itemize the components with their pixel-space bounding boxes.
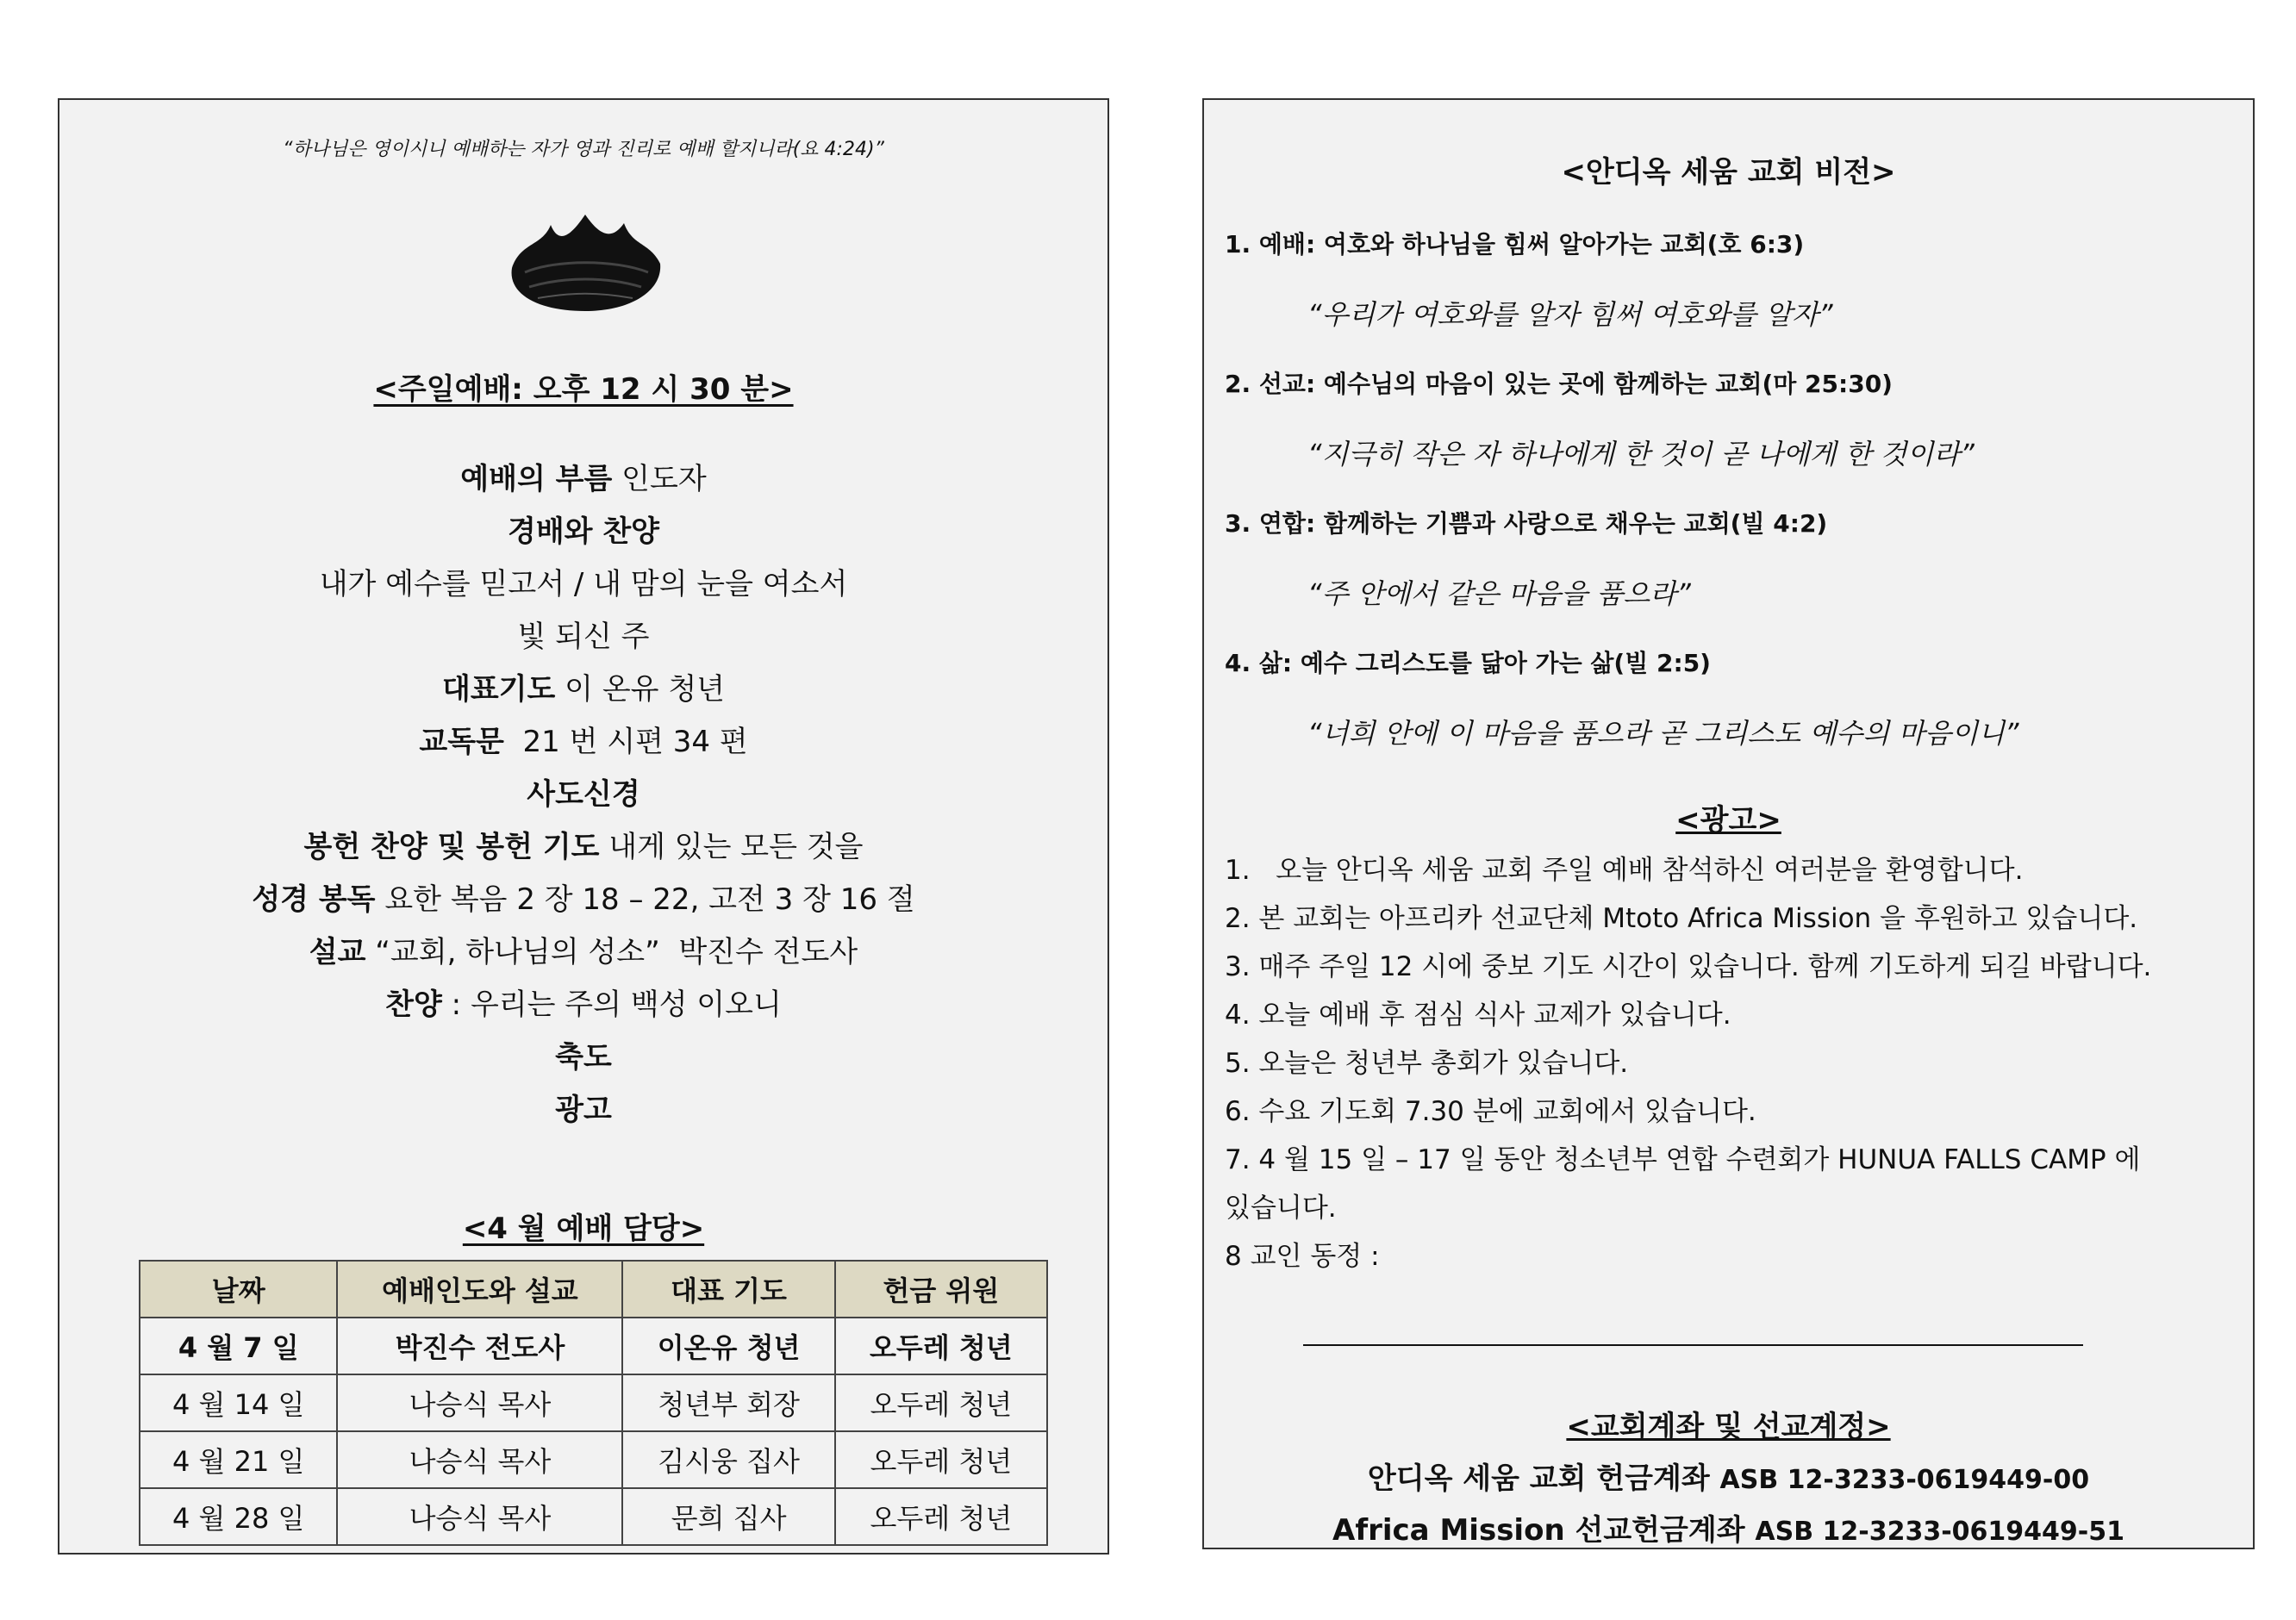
order-of-service	[59, 453, 1107, 1137]
order-item-detail: : 우리는 주의 백성 이오니	[441, 988, 782, 1022]
account-title: <교회계좌 및 선교계정>	[1566, 1410, 1891, 1444]
table-cell: 4 월 21 일	[140, 1431, 337, 1488]
table-cell: 박진수 전도사	[337, 1318, 622, 1374]
vision-item: 1. 예배: 여호와 하나님을 힘써 알아가는 교회(호 6:3)	[1225, 230, 1805, 259]
order-item-detail: 이 온유 청년	[555, 672, 726, 707]
crown-of-thorns-icon	[503, 208, 667, 315]
table-row	[140, 1488, 1047, 1545]
announcement-item: 있습니다.	[1225, 1193, 1337, 1224]
vision-quote: “주 안에서 같은 마음을 품으라”	[1307, 577, 1691, 610]
account-number: ASB 12-3233-0619449-00	[1719, 1465, 2090, 1495]
order-item-label: 경배와 찬양	[507, 514, 660, 549]
order-item-label: 성경 봉독	[252, 882, 376, 917]
table-cell: 오두레 청년	[835, 1374, 1047, 1431]
vision-title: <안디옥 세움 교회 비전>	[1561, 155, 1896, 190]
table-cell: 오두레 청년	[835, 1318, 1047, 1374]
announcement-item: 2. 본 교회는 아프리카 선교단체 Mtoto Africa Mission 을 후원하고 있습니다.	[1225, 903, 2138, 934]
table-cell: 문희 집사	[622, 1488, 834, 1545]
order-item-label: 대표기도	[441, 672, 556, 707]
announcement-item: 7. 4 월 15 일 – 17 일 동안 청소년부 연합 수련회가 HUNUA FALLS CAMP 에	[1225, 1144, 2141, 1175]
vision-quote: “지극히 작은 자 하나에게 한 것이 곧 나에게 한 것이라”	[1307, 438, 1975, 470]
order-item-detail: 내가 예수를 믿고서 / 내 맘의 눈을 여소서	[319, 567, 848, 601]
table-cell: 4 월 28 일	[140, 1488, 337, 1545]
account-label: Africa Mission 선교헌금계좌	[1332, 1513, 1745, 1548]
order-item	[59, 926, 1107, 979]
order-item	[59, 1084, 1107, 1137]
table-cell: 4 월 14 일	[140, 1374, 337, 1431]
order-item-label: 사도신경	[527, 777, 640, 812]
order-item-label: 봉헌 찬양 및 봉헌 기도	[303, 830, 600, 864]
order-item	[59, 821, 1107, 874]
table-header: 대표 기도	[622, 1261, 834, 1318]
announcement-item: 6. 수요 기도회 7.30 분에 교회에서 있습니다.	[1225, 1096, 1756, 1127]
table-cell: 나승식 목사	[337, 1374, 622, 1431]
order-item	[59, 506, 1107, 558]
top-verse: “하나님은 영이시니 예배하는 자가 영과 진리로 예배 할지니라(요 4:24)”	[283, 139, 884, 160]
table-cell: 나승식 목사	[337, 1431, 622, 1488]
april-schedule-table	[139, 1260, 1048, 1546]
church-account	[1204, 1455, 2253, 1497]
order-item	[59, 453, 1107, 506]
divider	[1303, 1344, 2083, 1346]
order-item-label: 축도	[555, 1040, 612, 1075]
order-item-detail: 요한 복음 2 장 18 – 22, 고전 3 장 16 절	[375, 882, 915, 917]
order-item-detail: 21 번 시편 34 편	[503, 725, 748, 759]
order-item-label: 찬양	[385, 988, 442, 1022]
announcement-item: 8 교인 동정 :	[1225, 1241, 1380, 1272]
vision-item: 2. 선교: 예수님의 마음이 있는 곳에 함께하는 교회(마 25:30)	[1225, 370, 1893, 398]
order-item	[59, 716, 1107, 769]
left-panel	[58, 98, 1109, 1555]
vision-item: 3. 연합: 함께하는 기쁨과 사랑으로 채우는 교회(빌 4:2)	[1225, 509, 1828, 538]
order-item	[59, 769, 1107, 821]
order-item-label: 예배의 부름	[460, 462, 613, 496]
table-cell: 청년부 회장	[622, 1374, 834, 1431]
table-cell: 오두레 청년	[835, 1431, 1047, 1488]
account-label: 안디옥 세움 교회 헌금계좌	[1367, 1461, 1710, 1496]
table-header: 예배인도와 설교	[337, 1261, 622, 1318]
vision-quote: “너희 안에 이 마음을 품으라 곧 그리스도 예수의 마음이니”	[1307, 717, 2019, 750]
order-item	[59, 874, 1107, 926]
order-item	[59, 1031, 1107, 1084]
table-header: 날짜	[140, 1261, 337, 1318]
order-item	[59, 611, 1107, 664]
table-cell: 이온유 청년	[622, 1318, 834, 1374]
announcements-title: <광고>	[1675, 803, 1781, 838]
order-item	[59, 979, 1107, 1031]
schedule-title: <4 월 예배 담당>	[462, 1212, 705, 1246]
order-item-label: 교독문	[419, 725, 504, 759]
mission-account	[1204, 1506, 2253, 1548]
order-item	[59, 558, 1107, 611]
announcement-item: 3. 매주 주일 12 시에 중보 기도 시간이 있습니다. 함께 기도하게 되길 바랍니다.	[1225, 951, 2152, 982]
table-cell: 나승식 목사	[337, 1488, 622, 1545]
table-row	[140, 1318, 1047, 1374]
table-cell: 4 월 7 일	[140, 1318, 337, 1374]
announcement-item: 5. 오늘은 청년부 총회가 있습니다.	[1225, 1048, 1629, 1079]
account-number: ASB 12-3233-0619449-51	[1755, 1517, 2124, 1547]
order-item-detail: 인도자	[612, 462, 707, 496]
vision-item: 4. 삶: 예수 그리스도를 닮아 가는 삶(빌 2:5)	[1225, 649, 1711, 677]
table-cell: 오두레 청년	[835, 1488, 1047, 1545]
announcement-item: 4. 오늘 예배 후 점심 식사 교제가 있습니다.	[1225, 1000, 1731, 1031]
table-header: 헌금 위원	[835, 1261, 1047, 1318]
table-row	[140, 1431, 1047, 1488]
table-row	[140, 1374, 1047, 1431]
order-item-label: 설교	[309, 935, 366, 969]
order-item-label: 광고	[555, 1093, 612, 1127]
announcement-item: 1. 오늘 안디옥 세움 교회 주일 예배 참석하신 여러분을 환영합니다.	[1225, 855, 2024, 886]
service-title: <주일예배: 오후 12 시 30 분>	[373, 372, 794, 407]
order-item-detail: 빛 되신 주	[517, 620, 650, 654]
order-item-detail: “교회, 하나님의 성소” 박진수 전도사	[365, 935, 858, 969]
table-cell: 김시웅 집사	[622, 1431, 834, 1488]
announcements-list	[1225, 846, 2233, 1280]
vision-quote: “우리가 여호와를 알자 힘써 여호와를 알자”	[1307, 298, 1833, 331]
order-item	[59, 664, 1107, 716]
order-item-detail: 내게 있는 모든 것을	[599, 830, 864, 864]
right-panel	[1202, 98, 2255, 1549]
